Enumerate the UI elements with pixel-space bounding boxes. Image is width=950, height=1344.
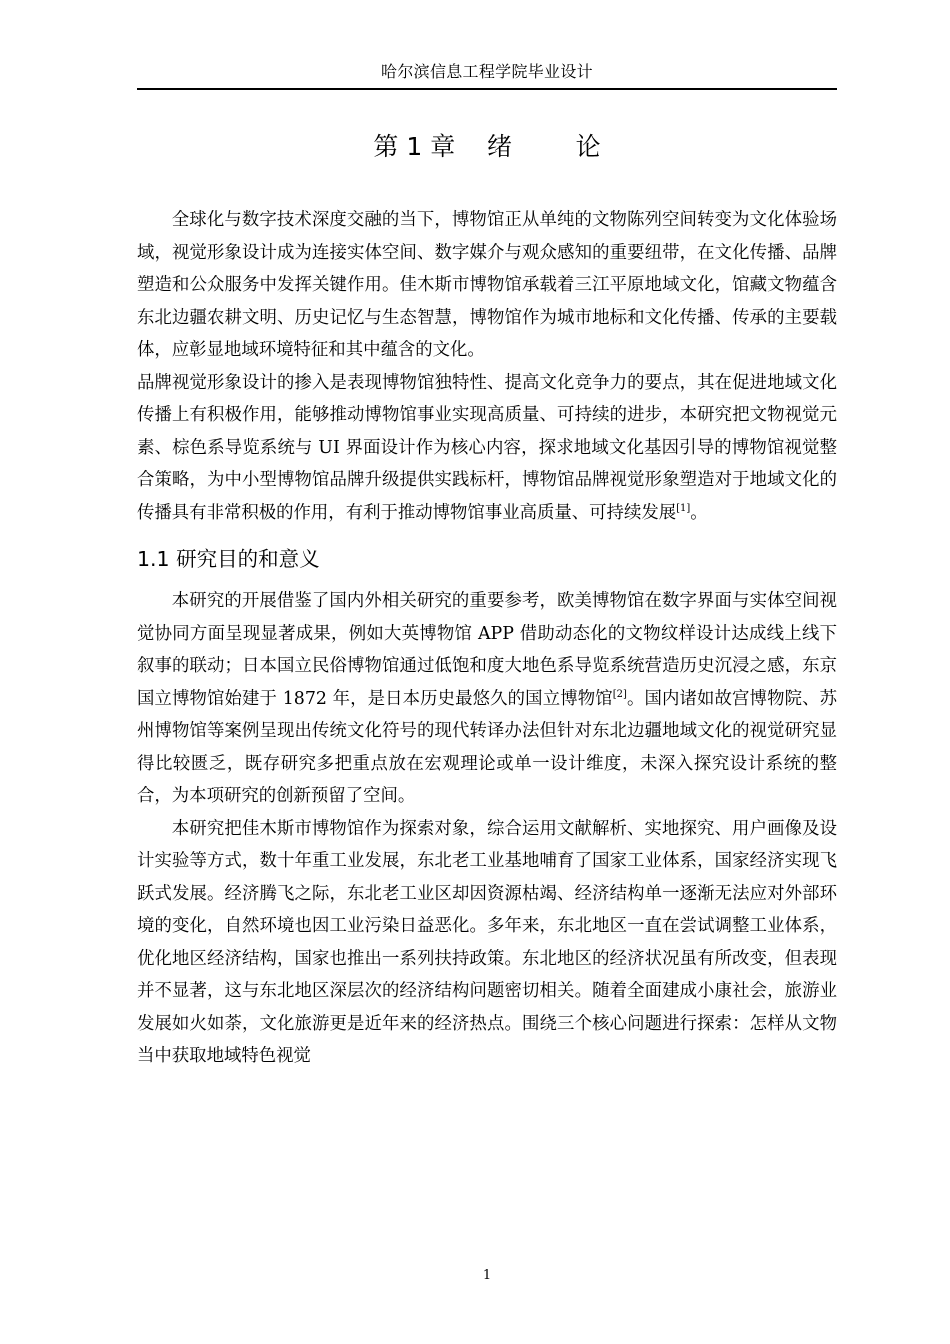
body-text xyxy=(137,204,837,1073)
paragraph-brand-end: 。 xyxy=(690,502,708,523)
running-header: 哈尔滨信息工程学院毕业设计 xyxy=(381,62,593,81)
paragraph-intro xyxy=(137,204,837,367)
chapter-title: 第 1 章 绪 论 xyxy=(373,132,601,161)
paragraph-references-text-b: 。国内诸如故宫博物院、苏州博物馆等案例呈现出传统文化符号的现代转译办法但针对东北边疆地域文化的视觉研究显得比较匮乏，既存研究多把重点放在宏观理论或单一设计维度，未深入探究设计系统的整合，为本项研究的创新预留了空间。 xyxy=(137,688,837,806)
header-rule xyxy=(137,88,837,90)
paragraph-brand xyxy=(137,367,837,530)
paragraph-method xyxy=(137,813,837,1073)
paragraph-brand-text: 品牌视觉形象设计的掺入是表现博物馆独特性、提高文化竞争力的要点，其在促进地域文化传播上有积极作用，能够推动博物馆事业实现高质量、可持续的进步，本研究把文物视觉元素、棕色系导览系统与 UI 界面设计作为核心内容，探求地域文化基因引导的博物馆视觉整合策略，为中小型博物馆品牌升级提供实践标杆，博物馆品牌视觉形象塑造对于地域文化的传播具有非常积极的作用，有利于推动博物馆事业高质量、可持续发展 xyxy=(137,372,837,523)
paragraph-references xyxy=(137,585,837,813)
paragraph-intro-text: 全球化与数字技术深度交融的当下，博物馆正从单纯的文物陈列空间转变为文化体验场域，视觉形象设计成为连接实体空间、数字媒介与观众感知的重要纽带，在文化传播、品牌塑造和公众服务中发挥关键作用。佳木斯市博物馆承载着三江平原地域文化，馆藏文物蕴含东北边疆农耕文明、历史记忆与生态智慧，博物馆作为城市地标和文化传播、传承的主要载体，应彰显地域环境特征和其中蕴含的文化。 xyxy=(137,210,837,360)
paragraph-method-text: 本研究把佳木斯市博物馆作为探索对象，综合运用文献解析、实地探究、用户画像及设计实验等方式，数十年重工业发展，东北老工业基地哺育了国家工业体系，国家经济实现飞跃式发展。经济腾飞之际，东北老工业区却因资源枯竭、经济结构单一逐渐无法应对外部环境的变化，自然环境也因工业污染日益恶化。多年来，东北地区一直在尝试调整工业体系，优化地区经济结构，国家也推出一系列扶持政策。东北地区的经济状况虽有所改变，但表现并不显著，这与东北地区深层次的经济结构问题密切相关。随着全面建成小康社会，旅游业发展如火如荼，文化旅游更是近年来的经济热点。围绕三个核心问题进行探索：怎样从文物当中获取地域特色视觉 xyxy=(137,818,837,1066)
paragraph-references-text-a: 本研究的开展借鉴了国内外相关研究的重要参考，欧美博物馆在数字界面与实体空间视觉协同方面呈现显著成果，例如大英博物馆 APP 借助动态化的文物纹样设计达成线上线下叙事的联动；日本国立民俗博物馆通过低饱和度大地色系导览系统营造历史沉浸之感，东京国立博物馆始建于 1872 年，是日本历史最悠久的国立博物馆 xyxy=(137,591,837,709)
page-number: 1 xyxy=(482,1268,492,1283)
section-heading-1-1: 1.1 研究目的和意义 xyxy=(137,547,320,571)
citation-1: [1] xyxy=(676,502,691,514)
citation-2: [2] xyxy=(612,688,627,700)
